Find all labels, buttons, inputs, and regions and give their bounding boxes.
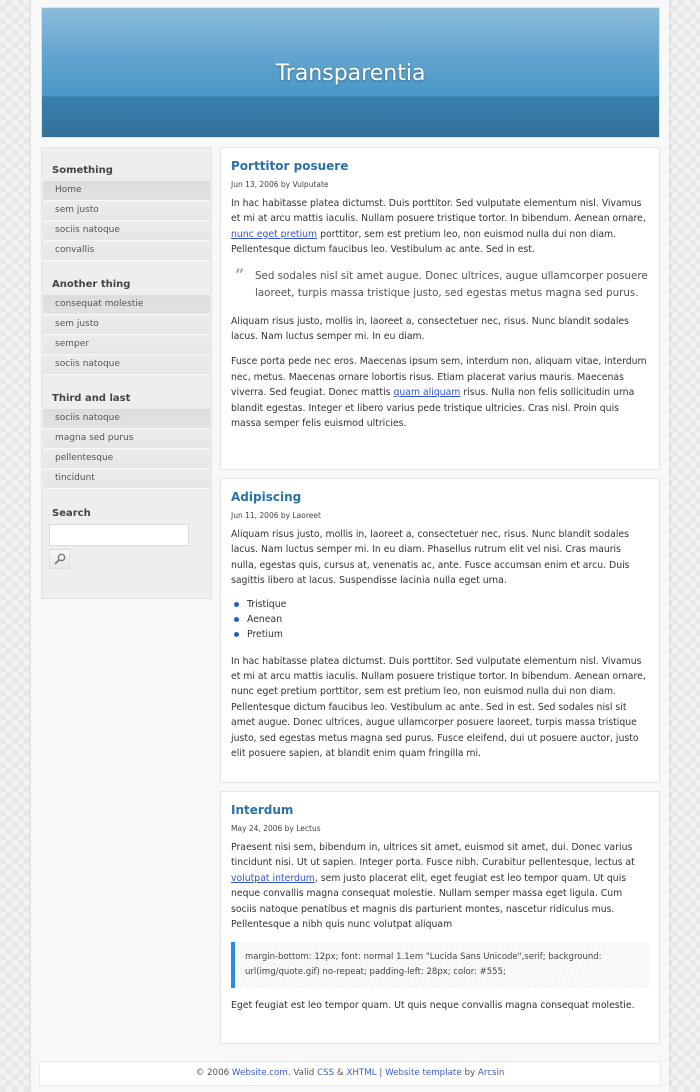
post-title[interactable]: Porttitor posuere bbox=[231, 159, 349, 173]
footer-link-xhtml[interactable]: XHTML bbox=[346, 1068, 377, 1078]
text: & bbox=[334, 1068, 347, 1078]
site-header bbox=[41, 7, 660, 138]
main-content bbox=[220, 147, 660, 1052]
sidebar-menu-another-thing bbox=[43, 295, 210, 375]
sidebar-heading-another-thing: Another thing bbox=[52, 279, 131, 290]
text: Praesent nisi sem, bibendum in, ultrices sit amet, euismod sit amet, dui. Donec varius tincidunt nisi. Ut ut sapien. Integer porta. Fusce nibh. Curabitur pellentesque, lectus at bbox=[231, 842, 635, 869]
sidebar-menu-third-and-last bbox=[43, 409, 210, 489]
site-title[interactable]: Transparentia bbox=[275, 61, 426, 86]
footer-link-website[interactable]: Website.com bbox=[231, 1068, 288, 1078]
text: In hac habitasse platea dictumst. Duis porttitor. Sed vulputate elementum nisl. Vivamus et mi at arcu mattis iaculis. Nullam posuere tristique tortor. In bibendum. Aenean ornare, bbox=[231, 198, 646, 225]
blockquote bbox=[231, 264, 649, 302]
post-title[interactable]: Interdum bbox=[231, 803, 294, 817]
post-meta: Jun 13, 2006 by Vulputate bbox=[231, 180, 329, 189]
sidebar-item-convallis[interactable]: convallis bbox=[43, 241, 210, 261]
list-item: Tristique bbox=[233, 597, 649, 612]
text: Fusce porta pede nec eros. Maecenas ipsum sem, interdum non, aliquam vitae, interdum nec, metus. Maecenas ornare lobortis risus. Etiam placerat varius mauris. Maecenas viverra. Sed feugiat. Donec mattis bbox=[231, 356, 647, 399]
sidebar-heading-third-and-last: Third and last bbox=[52, 393, 131, 404]
link-nunc-eget-pretium[interactable]: nunc eget pretium bbox=[231, 228, 318, 240]
post-porttitor-posuere bbox=[220, 147, 660, 470]
link-volutpat-interdum[interactable]: volutpat interdum bbox=[231, 872, 315, 884]
list-item: Aenean bbox=[233, 612, 649, 627]
quote-icon: ” bbox=[235, 264, 245, 284]
sidebar-item-pellentesque[interactable]: pellentesque bbox=[43, 449, 210, 469]
post-paragraph: In hac habitasse platea dictumst. Duis porttitor. Sed vulputate elementum nisl. Vivamus et mi at arcu mattis iaculis. Nullam posuere tristique tortor. In bibendum. Aenean ornare, nunc eget pretium porttitor, sem est pretium leo, non euismod nulla dui non diam. Pellentesque dictum faucibus leo. Vestibulum ac ante. Sed in est. Sed sodales nisl sit amet augue. Donec ultrices, augue ullamcorper posuere laoreet, turpis massa tristique justo, sed egestas metus magna sed purus. Fusce eleifend, dui ut posuere auctor, justo elit posuere sapien, at blandit enim quam fringilla mi. bbox=[231, 655, 646, 760]
link-quam-aliquam[interactable]: quam aliquam bbox=[393, 387, 461, 399]
site-footer bbox=[39, 1061, 661, 1086]
search-heading: Search bbox=[52, 508, 91, 519]
footer-link-css[interactable]: CSS bbox=[317, 1068, 335, 1078]
bullet-list bbox=[233, 597, 649, 642]
sidebar-item-sociis-natoque-2[interactable]: sociis natoque bbox=[43, 355, 210, 375]
sidebar-menu-something bbox=[43, 181, 210, 261]
list-item: Pretium bbox=[233, 627, 649, 642]
text: risus. Nulla non felis sollicitudin urna blandit egestas. Integer et libero varius pede tristique ultricies. Cras nisl. Proin quis massa semper felis euismod ultricies. bbox=[231, 387, 635, 430]
page-wrapper bbox=[31, 0, 669, 1092]
sidebar-item-home[interactable]: Home bbox=[43, 181, 210, 201]
post-paragraph: Eget feugiat est leo tempor quam. Ut quis neque convallis magna consequat molestie. bbox=[231, 1000, 635, 1012]
text: . Valid bbox=[287, 1068, 318, 1078]
search-button[interactable] bbox=[49, 549, 70, 569]
text: , sem justo placerat elit, eget feugiat est leo tempor quam. Ut quis neque convallis magna consequat molestie. Nullam semper massa eget ligula. Cum sociis natoque penatibus et magnis dis parturient montes, nascetur ridiculus mus. Pellentesque a nibh quis nunc volutpat aliquam bbox=[231, 872, 627, 931]
sidebar-item-sociis-natoque[interactable]: sociis natoque bbox=[43, 221, 210, 241]
sidebar-item-consequat-molestie[interactable]: consequat molestie bbox=[43, 295, 210, 315]
footer-link-author[interactable]: Arcsin bbox=[477, 1068, 505, 1078]
separator: | bbox=[376, 1068, 386, 1078]
sidebar bbox=[41, 147, 212, 599]
post-meta: May 24, 2006 by Lectus bbox=[231, 824, 321, 833]
post-title[interactable]: Adipiscing bbox=[231, 490, 302, 504]
code-block: margin-bottom: 12px; font: normal 1.1em "Lucida Sans Unicode",serif; background: url(img/quote.gif) no-repeat; padding-left: 28px; color: #555; bbox=[231, 942, 649, 988]
sidebar-item-sem-justo-2[interactable]: sem justo bbox=[43, 315, 210, 335]
sidebar-item-sem-justo[interactable]: sem justo bbox=[43, 201, 210, 221]
text: porttitor, sem est pretium leo, non euismod nulla dui non diam. Pellentesque dictum faucibus leo. Vestibulum ac ante. Sed in est. bbox=[231, 228, 617, 256]
search-input[interactable] bbox=[49, 524, 189, 546]
sidebar-item-tincidunt[interactable]: tincidunt bbox=[43, 469, 210, 489]
post-paragraph: Aliquam risus justo, mollis in, laoreet a, consectetuer nec, risus. Nunc blandit sodales lacus. Nam luctus semper mi. In eu diam. Phasellus rutrum elit vel nisi. Cras mauris nulla, egestas quis, cursus at, venenatis ac, ante. Fusce accumsan enim et arcu. Duis sagittis libero at lacus. Suspendisse lacinia nulla eget urna. bbox=[231, 529, 630, 587]
copyright-text: © 2006 bbox=[195, 1068, 232, 1078]
post-interdum bbox=[220, 791, 660, 1044]
sidebar-item-magna-sed-purus[interactable]: magna sed purus bbox=[43, 429, 210, 449]
search-icon bbox=[53, 552, 67, 566]
post-paragraph bbox=[231, 840, 649, 932]
sidebar-heading-something: Something bbox=[52, 165, 113, 176]
post-adipiscing bbox=[220, 478, 660, 783]
sidebar-item-semper[interactable]: semper bbox=[43, 335, 210, 355]
quote-text: Sed sodales nisl sit amet augue. Donec ultrices, augue ullamcorper posuere laoreet, turpis massa tristique justo, sed egestas metus magna sed purus. bbox=[255, 269, 648, 299]
post-paragraph bbox=[231, 354, 649, 431]
post-meta: Jun 11, 2006 by Laoreet bbox=[231, 511, 321, 520]
post-paragraph bbox=[231, 196, 649, 258]
footer-link-template[interactable]: Website template bbox=[385, 1068, 462, 1078]
sidebar-item-sociis-natoque-3[interactable]: sociis natoque bbox=[43, 409, 210, 429]
post-paragraph: Aliquam risus justo, mollis in, laoreet a, consectetuer nec, risus. Nunc blandit sodales lacus. Nam luctus semper mi. In eu diam. bbox=[231, 315, 629, 343]
text: by bbox=[461, 1068, 478, 1078]
